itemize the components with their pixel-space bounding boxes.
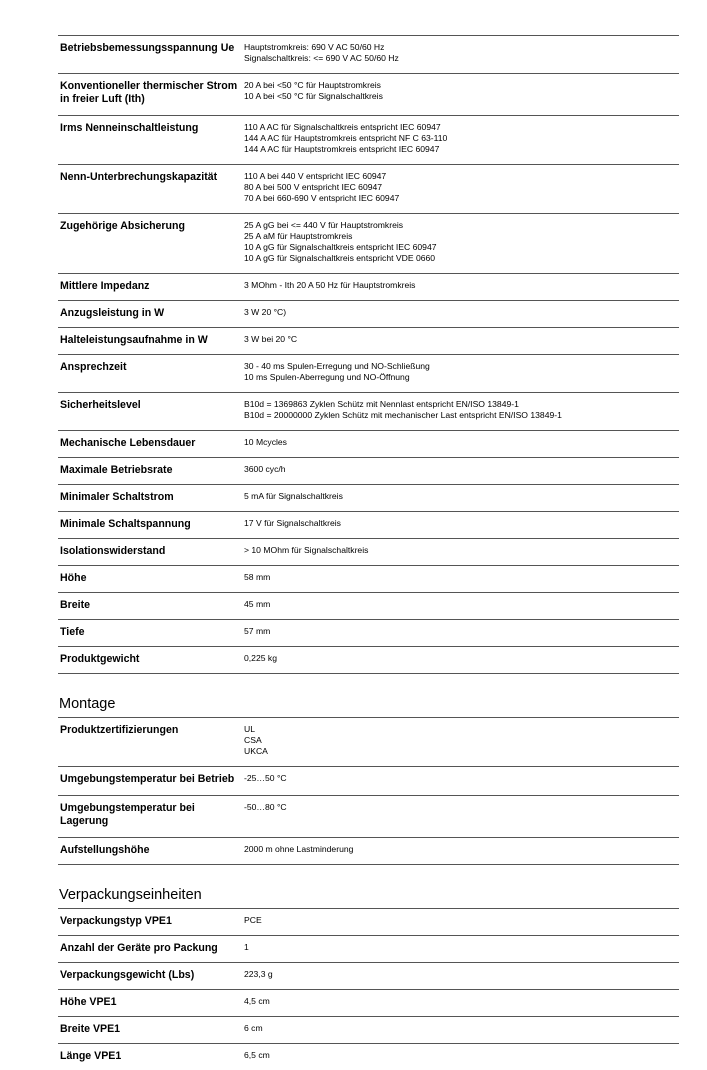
spec-row bbox=[58, 392, 679, 430]
spec-row bbox=[58, 73, 679, 115]
spec-value bbox=[244, 307, 679, 320]
spec-row bbox=[58, 300, 679, 327]
spec-label: Aufstellungshöhe bbox=[60, 844, 150, 856]
spec-value-line: 80 A bei 500 V entspricht IEC 60947 bbox=[244, 182, 383, 192]
spec-value bbox=[244, 802, 679, 828]
spec-label: Anzahl der Geräte pro Packung bbox=[60, 942, 218, 954]
spec-value bbox=[244, 942, 679, 955]
spec-value-line: 110 A AC für Signalschaltkreis entspricht IEC 60947 bbox=[244, 122, 441, 132]
spec-value bbox=[244, 969, 679, 982]
spec-label: Betriebsbemessungsspannung Ue bbox=[60, 42, 235, 54]
spec-value-line: 57 mm bbox=[244, 626, 271, 636]
spec-value-line: 5 mA für Signalschaltkreis bbox=[244, 491, 343, 501]
spec-label: Isolationswiderstand bbox=[60, 545, 166, 557]
spec-value bbox=[244, 626, 679, 639]
spec-value-line: 10 ms Spulen-Aberregung und NO-Öffnung bbox=[244, 372, 410, 382]
spec-label: Sicherheitslevel bbox=[60, 399, 141, 411]
spec-value bbox=[244, 724, 679, 757]
spec-label: Tiefe bbox=[60, 626, 85, 638]
spec-value-line: B10d = 1369863 Zyklen Schütz mit Nennlast entspricht EN/ISO 13849-1 bbox=[244, 399, 519, 409]
spec-value-line: 4,5 cm bbox=[244, 996, 270, 1006]
spec-label: Mittlere Impedanz bbox=[60, 280, 150, 292]
spec-row bbox=[58, 717, 679, 766]
spec-row bbox=[58, 538, 679, 565]
spec-label: Breite VPE1 bbox=[60, 1023, 121, 1035]
spec-value bbox=[244, 399, 679, 421]
spec-value bbox=[244, 915, 679, 928]
spec-label: Maximale Betriebsrate bbox=[60, 464, 173, 476]
spec-value-line: Signalschaltkreis: <= 690 V AC 50/60 Hz bbox=[244, 53, 399, 63]
spec-value-line: 0,225 kg bbox=[244, 653, 277, 663]
spec-value-line: 70 A bei 660-690 V entspricht IEC 60947 bbox=[244, 193, 400, 203]
spec-label: Ansprechzeit bbox=[60, 361, 127, 373]
spec-label: Konventioneller thermischer Strom in freier Luft (Ith) bbox=[60, 80, 238, 105]
spec-value-line: 10 Mcycles bbox=[244, 437, 287, 447]
spec-value bbox=[244, 844, 679, 857]
spec-value bbox=[244, 545, 679, 558]
spec-value-line: 25 A gG bei <= 440 V für Hauptstromkreis bbox=[244, 220, 404, 230]
spec-value bbox=[244, 361, 679, 383]
spec-row bbox=[58, 592, 679, 619]
spec-value bbox=[244, 171, 679, 204]
spec-row bbox=[58, 354, 679, 392]
spec-label: Verpackungsgewicht (Lbs) bbox=[60, 969, 195, 981]
spec-value bbox=[244, 653, 679, 666]
spec-value-line: 6,5 cm bbox=[244, 1050, 270, 1060]
spec-row bbox=[58, 619, 679, 646]
spec-row bbox=[58, 35, 679, 73]
spec-sheet bbox=[58, 35, 679, 1070]
spec-value bbox=[244, 42, 679, 64]
spec-table-montage bbox=[58, 717, 679, 864]
spec-label: Anzugsleistung in W bbox=[60, 307, 165, 319]
spec-value-line: 58 mm bbox=[244, 572, 271, 582]
spec-value bbox=[244, 599, 679, 612]
spec-row bbox=[58, 115, 679, 164]
spec-value-line: 6 cm bbox=[244, 1023, 263, 1033]
spec-row bbox=[58, 565, 679, 592]
spec-label: Halteleistungsaufnahme in W bbox=[60, 334, 208, 346]
spec-label: Höhe VPE1 bbox=[60, 996, 117, 1008]
spec-value-line: -25…50 °C bbox=[244, 773, 287, 783]
spec-value bbox=[244, 518, 679, 531]
spec-label: Höhe bbox=[60, 572, 87, 584]
spec-row bbox=[58, 327, 679, 354]
spec-value bbox=[244, 437, 679, 450]
spec-value-line: 30 - 40 ms Spulen-Erregung und NO-Schließung bbox=[244, 361, 430, 371]
spec-label: Produktgewicht bbox=[60, 653, 140, 665]
spec-value-line: 2000 m ohne Lastminderung bbox=[244, 844, 354, 854]
spec-value bbox=[244, 122, 679, 155]
spec-table-verpackung bbox=[58, 908, 679, 1070]
spec-value bbox=[244, 220, 679, 264]
spec-value bbox=[244, 1050, 679, 1063]
spec-label: Umgebungstemperatur bei Lagerung bbox=[60, 802, 195, 827]
spec-value-line: Hauptstromkreis: 690 V AC 50/60 Hz bbox=[244, 42, 385, 52]
spec-value-line: 3 MOhm - Ith 20 A 50 Hz für Hauptstromkreis bbox=[244, 280, 416, 290]
spec-row bbox=[58, 511, 679, 538]
spec-value-line: -50…80 °C bbox=[244, 802, 287, 812]
spec-label: Mechanische Lebensdauer bbox=[60, 437, 196, 449]
spec-value bbox=[244, 773, 679, 786]
table-divider bbox=[58, 864, 679, 865]
spec-value bbox=[244, 464, 679, 477]
spec-label: Produktzertifizierungen bbox=[60, 724, 179, 736]
spec-value-line: UKCA bbox=[244, 746, 268, 756]
spec-row bbox=[58, 766, 679, 795]
spec-value-line: 25 A aM für Hauptstromkreis bbox=[244, 231, 353, 241]
spec-row bbox=[58, 213, 679, 273]
spec-label: Zugehörige Absicherung bbox=[60, 220, 185, 232]
spec-row bbox=[58, 1043, 679, 1070]
spec-value-line: B10d = 20000000 Zyklen Schütz mit mechanischer Last entspricht EN/ISO 13849-1 bbox=[244, 410, 562, 420]
spec-value bbox=[244, 996, 679, 1009]
spec-row bbox=[58, 908, 679, 935]
spec-row bbox=[58, 935, 679, 962]
spec-value-line: > 10 MOhm für Signalschaltkreis bbox=[244, 545, 369, 555]
spec-row bbox=[58, 457, 679, 484]
spec-label: Minimale Schaltspannung bbox=[60, 518, 191, 530]
spec-value bbox=[244, 334, 679, 347]
spec-row bbox=[58, 795, 679, 837]
spec-row bbox=[58, 1016, 679, 1043]
spec-value-line: 1 bbox=[244, 942, 249, 952]
section-title-montage: Montage bbox=[59, 696, 116, 712]
spec-label: Breite bbox=[60, 599, 91, 611]
spec-value-line: 17 V für Signalschaltkreis bbox=[244, 518, 341, 528]
spec-value bbox=[244, 491, 679, 504]
spec-row bbox=[58, 646, 679, 673]
spec-row bbox=[58, 962, 679, 989]
spec-row bbox=[58, 484, 679, 511]
spec-value-line: 3 W bei 20 °C bbox=[244, 334, 298, 344]
spec-value bbox=[244, 1023, 679, 1036]
spec-row bbox=[58, 989, 679, 1016]
spec-row bbox=[58, 164, 679, 213]
spec-value-line: UL bbox=[244, 724, 255, 734]
spec-row bbox=[58, 430, 679, 457]
spec-value-line: CSA bbox=[244, 735, 262, 745]
spec-value-line: 10 A gG für Signalschaltkreis entspricht IEC 60947 bbox=[244, 242, 437, 252]
spec-value bbox=[244, 280, 679, 293]
spec-table-main bbox=[58, 35, 679, 673]
spec-label: Nenn-Unterbrechungskapazität bbox=[60, 171, 218, 183]
spec-label: Länge VPE1 bbox=[60, 1050, 122, 1062]
spec-row bbox=[58, 837, 679, 864]
spec-label: Irms Nenneinschaltleistung bbox=[60, 122, 199, 134]
spec-value-line: 3 W 20 °C) bbox=[244, 307, 287, 317]
spec-label: Umgebungstemperatur bei Betrieb bbox=[60, 773, 235, 785]
spec-value-line: 110 A bei 440 V entspricht IEC 60947 bbox=[244, 171, 387, 181]
spec-value bbox=[244, 80, 679, 106]
spec-value-line: 10 A bei <50 °C für Signalschaltkreis bbox=[244, 91, 383, 101]
spec-value-line: PCE bbox=[244, 915, 262, 925]
spec-value bbox=[244, 572, 679, 585]
spec-value-line: 223,3 g bbox=[244, 969, 273, 979]
spec-row bbox=[58, 273, 679, 300]
spec-value-line: 45 mm bbox=[244, 599, 271, 609]
spec-label: Minimaler Schaltstrom bbox=[60, 491, 174, 503]
spec-value-line: 144 A AC für Hauptstromkreis entspricht NF C 63-110 bbox=[244, 133, 448, 143]
spec-value-line: 20 A bei <50 °C für Hauptstromkreis bbox=[244, 80, 381, 90]
table-divider bbox=[58, 673, 679, 674]
spec-value-line: 3600 cyc/h bbox=[244, 464, 286, 474]
spec-label: Verpackungstyp VPE1 bbox=[60, 915, 172, 927]
section-title-verpackung: Verpackungseinheiten bbox=[59, 887, 202, 903]
spec-value-line: 144 A AC für Hauptstromkreis entspricht IEC 60947 bbox=[244, 144, 440, 154]
spec-value-line: 10 A gG für Signalschaltkreis entspricht VDE 0660 bbox=[244, 253, 436, 263]
